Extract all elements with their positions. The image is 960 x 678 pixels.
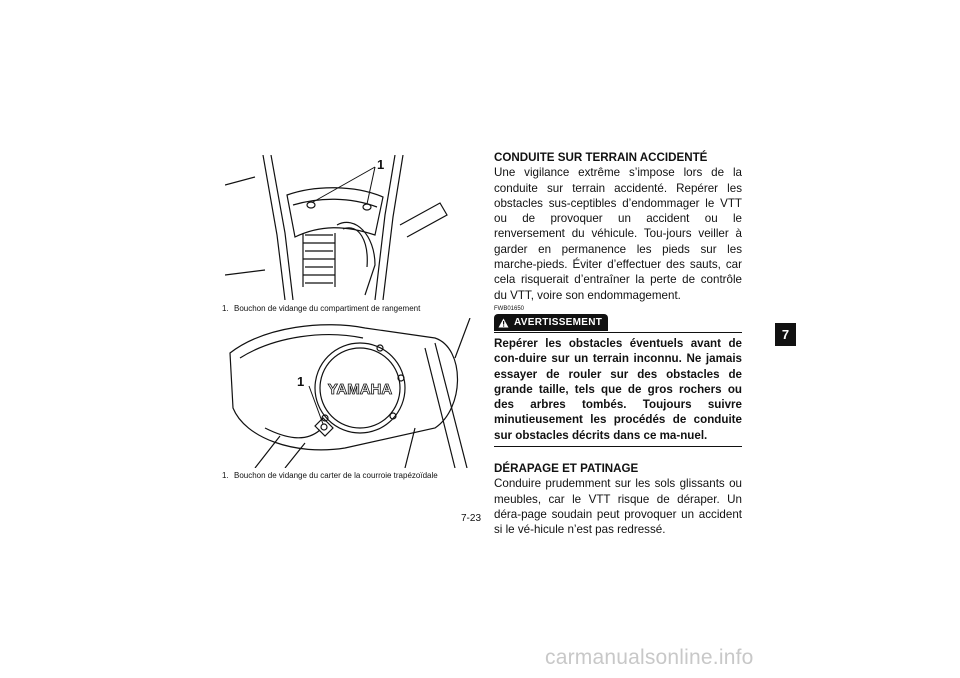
figure2-caption-number: 1. — [222, 471, 229, 480]
figure1-caption-number: 1. — [222, 304, 229, 313]
figure-storage-drain-plug — [225, 155, 450, 300]
section2-heading: DÉRAPAGE ET PATINAGE — [494, 462, 639, 476]
figure1-caption — [222, 304, 420, 314]
figure2-caption-text: Bouchon de vidange du carter de la courroie trapézoïdale — [234, 471, 438, 480]
section2-body: Conduire prudemment sur les sols glissants ou meubles, car le VTT risque de déraper. Un déra-page soudain peut provoquer un accident si le vé-hicule n’est pas redressé. — [494, 477, 742, 537]
figure-vbelt-drain-plug — [225, 318, 475, 468]
warning-code: FWB01650 — [494, 305, 525, 312]
warning-triangle-icon — [498, 318, 509, 328]
chapter-tab: 7 — [775, 323, 796, 346]
watermark: carmanualsonline.info — [545, 646, 754, 669]
warning-header — [494, 314, 742, 333]
figure2-caption — [222, 471, 438, 481]
section1-body: Une vigilance extrême s’impose lors de la conduite sur terrain accidenté. Repérer les obstacles sus-ceptibles d’endommager le VTT ou de provoquer un accident ou le renversement du véhicule. Tou-jours veiller à garder en permanence les pieds sur les marche-pieds. Éviter d’effectuer des sauts, car cela risquerait d’entraîner la perte de contrôle du VTT, voire son endommagement. — [494, 166, 742, 302]
figure1-caption-text: Bouchon de vidange du compartiment de rangement — [234, 304, 421, 313]
warning-badge — [494, 314, 608, 331]
warning-label: AVERTISSEMENT — [514, 317, 603, 329]
page-number: 7-23 — [461, 513, 482, 524]
section1-heading: CONDUITE SUR TERRAIN ACCIDENTÉ — [494, 151, 708, 164]
cover-text: YAMAHA — [327, 381, 393, 398]
figure2-callout: 1 — [297, 374, 305, 389]
warning-text: Repérer les obstacles éventuels avant de con-duire sur un terrain inconnu. Ne jamais essayer de rouler sur des obstacles de grande taille, tels que de gros rochers ou des arbres tombés. Toujours suivre minutieusement les procédés de conduite sur obstacles décrits dans ce ma-nuel. — [494, 336, 742, 442]
figure1-callout: 1 — [377, 157, 385, 172]
text-column — [494, 150, 742, 538]
